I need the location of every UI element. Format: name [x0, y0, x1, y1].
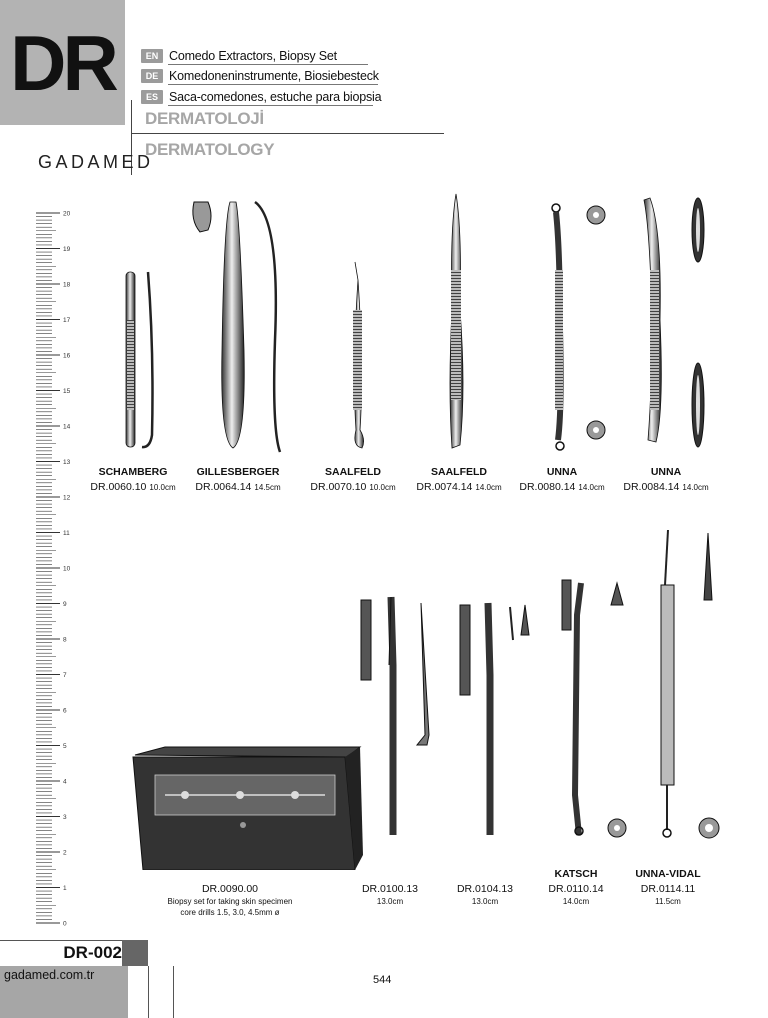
ruler-label: 11: [63, 530, 70, 537]
page-number: 544: [373, 974, 392, 986]
ruler-label: 15: [63, 388, 71, 395]
lang-underline: [168, 105, 373, 106]
product-code-saalfeld-small: [303, 481, 403, 493]
header-divider-horizontal: [131, 133, 444, 134]
product-code-unna-loop: [512, 481, 612, 493]
product-name-katsch: KATSCH: [554, 868, 598, 880]
ruler: [20, 205, 80, 930]
product-size: 14.5cm: [254, 483, 281, 492]
product-size-dr0104: 13.0cm: [471, 897, 499, 906]
lang-text-en: Comedo Extractors, Biopsy Set: [169, 48, 337, 63]
saalfeld-large-instrument: [450, 194, 463, 448]
product-name-saalfeld-small: SAALFELD: [325, 466, 381, 478]
ruler-label: 20: [63, 210, 71, 218]
product-name-unna-loop: UNNA: [546, 466, 578, 478]
product-code-biopsy-set: DR.0090.00: [201, 883, 259, 895]
ruler-label: 14: [63, 423, 71, 431]
product-code-unna-spoon: [616, 481, 716, 493]
ruler-label: 3: [63, 814, 67, 821]
product-size-katsch: 14.0cm: [562, 897, 590, 906]
ruler-label: 9: [63, 601, 67, 608]
product-code-saalfeld-large: [409, 481, 509, 493]
product-name-schamberg: SCHAMBERG: [98, 466, 168, 478]
lang-underline: [168, 64, 368, 65]
product-size: 14.0cm: [682, 483, 709, 492]
product-size: 10.0cm: [369, 483, 396, 492]
ruler-label: 12: [63, 494, 71, 502]
ruler-label: 1: [63, 885, 67, 892]
product-name-gillesberger: GILLESBERGER: [196, 466, 280, 478]
katsch-instrument: [562, 580, 626, 837]
product-name-unna-vidal: UNNA-VIDAL: [635, 868, 701, 880]
product-code-schamberg: [83, 481, 183, 493]
product-name-unna-spoon: UNNA: [650, 466, 682, 478]
lang-text-es: Saca-comedones, estuche para biopsia: [169, 89, 382, 104]
product-code: DR.0080.14: [519, 481, 576, 493]
product-code-gillesberger: [188, 481, 288, 493]
saalfeld-small-instrument: [353, 262, 364, 448]
section-code: DR: [10, 19, 115, 107]
footer-page-code: DR-002: [63, 943, 122, 962]
ruler-label: 5: [63, 743, 67, 750]
product-code: DR.0060.10: [90, 481, 147, 493]
product-code: DR.0074.14: [416, 481, 473, 493]
biopsy-drill-dr0104: [460, 603, 529, 835]
footer-white-tab: [128, 966, 148, 1018]
lang-tag-es: ES: [141, 90, 163, 104]
product-code: DR.0084.14: [623, 481, 680, 493]
instruments-row2-drawings: [125, 525, 730, 870]
lang-row-es: [141, 88, 381, 105]
product-size-dr0100: 13.0cm: [376, 897, 404, 906]
instruments-row1-drawings: [90, 190, 730, 460]
category-title-tr: DERMATOLOJİ: [145, 109, 264, 128]
ruler-ticks: [36, 213, 60, 923]
product-desc-biopsy-set-line1: Biopsy set for taking skin specimen: [167, 897, 293, 906]
ruler-label: 16: [63, 352, 71, 360]
product-code: DR.0064.14: [195, 481, 252, 493]
category-title-en: DERMATOLOGY: [145, 140, 275, 159]
lang-tag-de: DE: [141, 69, 163, 83]
footer-side-tab: [148, 966, 174, 1018]
product-size-unna-vidal: 11.5cm: [655, 897, 681, 906]
product-desc-biopsy-set-line2: core drills 1.5, 3.0, 4.5mm ø: [180, 908, 280, 917]
product-size: 14.0cm: [475, 483, 502, 492]
ruler-label: 8: [63, 636, 67, 644]
ruler-label: 6: [63, 707, 67, 715]
ruler-label: 4: [63, 778, 67, 786]
unna-loop-instrument: [552, 204, 605, 450]
product-size: 14.0cm: [578, 483, 605, 492]
unna-vidal-instrument: [661, 530, 719, 838]
ruler-label: 2: [63, 849, 67, 857]
lang-tag-en: EN: [141, 49, 163, 63]
lang-text-de: Komedoneninstrumente, Biosiebesteck: [169, 68, 379, 83]
ruler-label: 10: [63, 565, 71, 573]
footer-dark-tab: [122, 940, 148, 966]
unna-spoon-instrument: [644, 198, 704, 447]
product-code-dr0100: DR.0100.13: [361, 883, 419, 895]
ruler-label: 19: [63, 246, 71, 253]
ruler-label: 13: [63, 459, 71, 466]
schamberg-instrument: [126, 272, 153, 447]
product-code-katsch: DR.0110.14: [548, 883, 604, 895]
lang-underline: [168, 84, 378, 85]
ruler-label: 7: [63, 672, 67, 679]
product-code: DR.0070.10: [310, 481, 367, 493]
product-code-unna-vidal: DR.0114.11: [640, 883, 696, 895]
ruler-labels: [63, 211, 71, 928]
lang-row-en: [141, 47, 337, 64]
lang-row-de: [141, 67, 379, 84]
footer-website: gadamed.com.tr: [4, 968, 95, 982]
gillesberger-instrument: [193, 202, 280, 452]
biopsy-set-case: [133, 747, 363, 870]
ruler-label: 18: [63, 281, 71, 289]
product-name-saalfeld-large: SAALFELD: [431, 466, 487, 478]
product-size: 10.0cm: [149, 483, 176, 492]
brand-logo: GADAMED: [38, 152, 154, 172]
ruler-label: 17: [63, 317, 71, 324]
ruler-label: 0: [63, 920, 67, 928]
biopsy-drill-dr0100: [361, 597, 429, 835]
product-code-dr0104: DR.0104.13: [456, 883, 514, 895]
